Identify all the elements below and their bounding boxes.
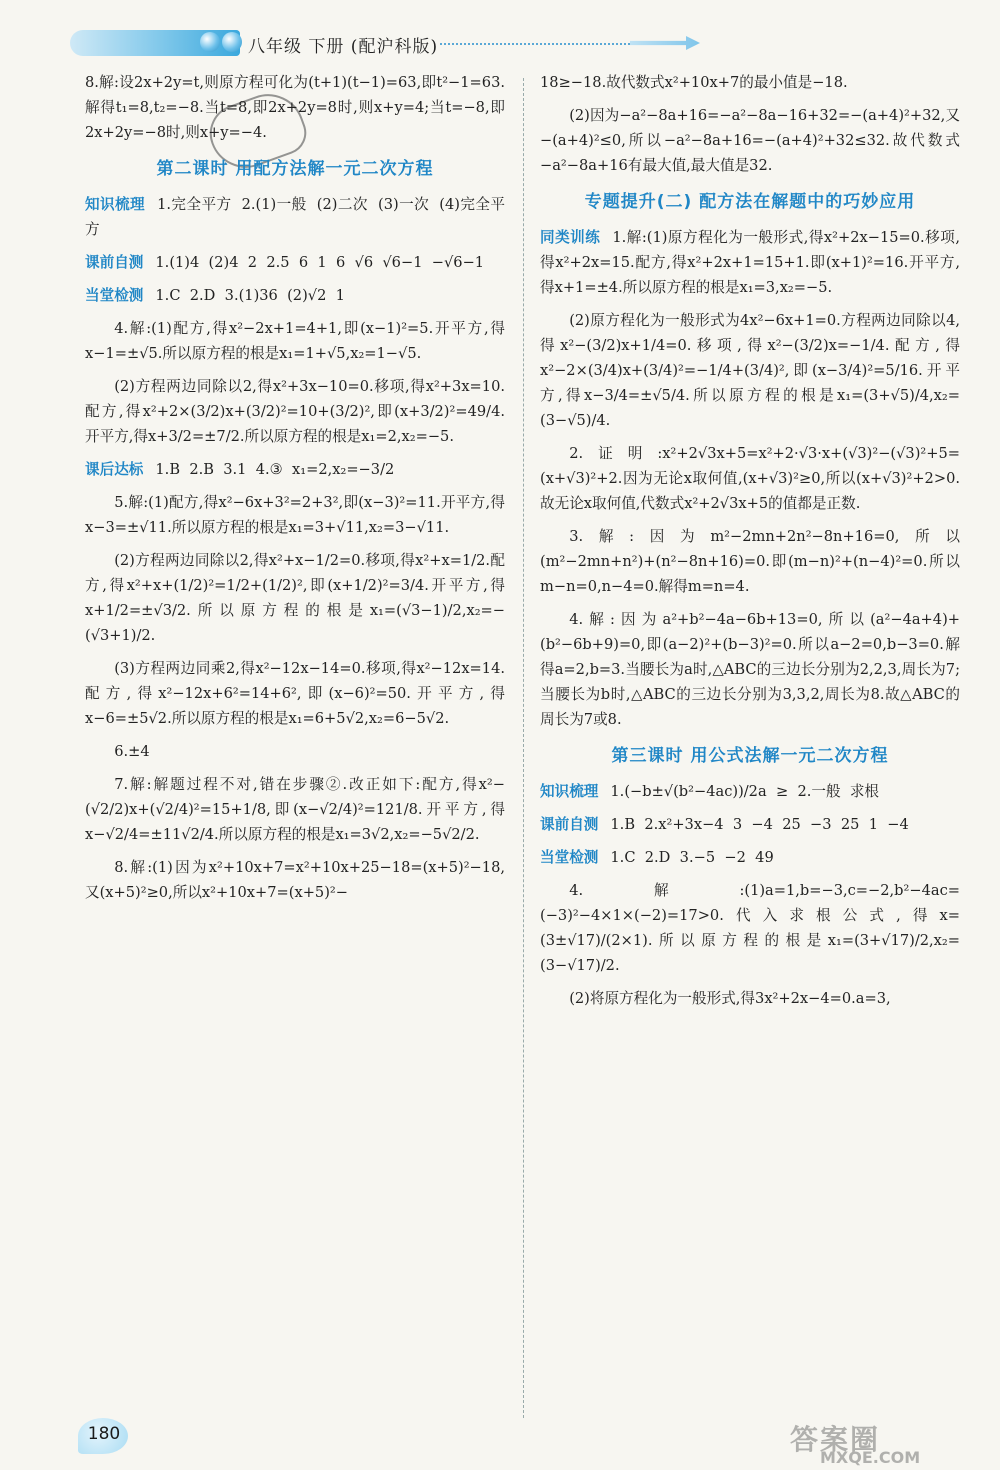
subsection-text: 1.解:(1)原方程化为一般形式,得x²+2x−15=0.移项,得x²+2x=15.配方,得x²+2x+1=15+1.即(x+1)²=16.开平方,得x+1=±4.所以原方程的根是x₁=3,x₂=−5. bbox=[540, 229, 960, 296]
subsection-block bbox=[85, 457, 505, 482]
subsection-block bbox=[540, 779, 960, 804]
subsection-text: 1.完全平方 2.(1)一般 (2)二次 (3)一次 (4)完全平方 bbox=[85, 196, 505, 238]
paragraph: 4.解:因为a²+b²−4a−6b+13=0,所以(a²−4a+4)+(b²−6b+9)=0,即(a−2)²+(b−3)²=0.所以a−2=0,b−3=0.解得a=2,b=3.当腰长为a时,△ABC的三边长分别为2,2,3,周长为7;当腰长为b时,△ABC的三边长分别为3,3,2,周长为8.故△ABC的周长为7或8. bbox=[540, 611, 960, 728]
subsection-block bbox=[540, 225, 960, 300]
subsection-text: 1.B 2.x²+3x−4 3 −4 25 −3 25 1 −4 bbox=[610, 816, 909, 833]
subsection-text: 1.B 2.B 3.1 4.③ x₁=2,x₂=−3/2 bbox=[155, 461, 395, 478]
paragraph: 5.解:(1)配方,得x²−6x+3²=2+3²,即(x−3)²=11.开平方,得x−3=±√11.所以原方程的根是x₁=3+√11,x₂=3−√11. bbox=[85, 494, 505, 536]
section-title: 第二课时 用配方法解一元二次方程 bbox=[156, 159, 434, 179]
paragraph-continued: 8.解:设2x+2y=t,则原方程可化为(t+1)(t−1)=63,即t²−1=63.解得t₁=8,t₂=−8.当t=8,即2x+2y=8时,则x+y=4;当t=−8,即2x+2y=−8时,则x+y=−4. bbox=[85, 74, 505, 141]
subsection-text: 1.(−b±√(b²−4ac))/2a ≥ 2.一般 求根 bbox=[610, 783, 880, 800]
subsection-block bbox=[540, 845, 960, 870]
paragraph: 3.解:因为m²−2mn+2n²−8n+16=0,所以(m²−2mn+n²)+(n²−8n+16)=0.即(m−n)²+(n−4)²=0.所以m−n=0,n−4=0.解得m=n=4. bbox=[540, 528, 960, 595]
subsection-label: 课后达标 bbox=[85, 461, 144, 478]
paragraph: (2)方程两边同除以2,得x²+3x−10=0.移项,得x²+3x=10.配方,得x²+2×(3/2)x+(3/2)²=10+(3/2)²,即(x+3/2)²=49/4.开平方,得x+3/2=±7/2.所以原方程的根是x₁=2,x₂=−5. bbox=[85, 378, 505, 445]
paragraph: (2)因为−a²−8a+16=−a²−8a−16+32=−(a+4)²+32,又−(a+4)²≤0,所以−a²−8a+16=−(a+4)²+32≤32.故代数式−a²−8a+16有最大值,最大值是32. bbox=[540, 107, 960, 174]
subsection-label: 课前自测 bbox=[85, 254, 144, 271]
watermark-line1: 答案圈 bbox=[790, 1423, 881, 1456]
paragraph-continued: 18≥−18.故代数式x²+10x+7的最小值是−18. bbox=[540, 74, 848, 91]
subsection-block bbox=[85, 283, 505, 308]
paragraph: 4.解:(1)配方,得x²−2x+1=4+1,即(x−1)²=5.开平方,得x−1=±√5.所以原方程的根是x₁=1+√5,x₂=1−√5. bbox=[85, 320, 505, 362]
watermark-line2: MXQE.COM bbox=[820, 1448, 921, 1467]
section-title: 专题提升(二) 配方法在解题中的巧妙应用 bbox=[584, 192, 916, 212]
section-title: 第三课时 用公式法解一元二次方程 bbox=[611, 746, 889, 766]
paragraph: 7.解:解题过程不对,错在步骤②.改正如下:配方,得x²−(√2/2)x+(√2/4)²=15+1/8,即(x−√2/4)²=121/8.开平方,得x−√2/4=±11√2/4.所以原方程的根是x₁=3√2,x₂=−5√2/2. bbox=[85, 776, 505, 843]
subsection-label: 同类训练 bbox=[540, 229, 601, 246]
subsection-label: 当堂检测 bbox=[540, 849, 599, 866]
subsection-block bbox=[540, 812, 960, 837]
header-ball-icon bbox=[222, 32, 242, 52]
subsection-label: 知识梳理 bbox=[540, 783, 599, 800]
subsection-label: 知识梳理 bbox=[85, 196, 146, 213]
page-number-badge bbox=[78, 1418, 130, 1456]
left-column bbox=[85, 70, 505, 913]
header-title: 八年级 下册 (配沪科版) bbox=[248, 37, 439, 57]
header-arrow-icon bbox=[630, 36, 700, 50]
watermark bbox=[790, 1418, 990, 1468]
paragraph: (2)方程两边同除以2,得x²+x−1/2=0.移项,得x²+x=1/2.配方,得x²+x+(1/2)²=1/2+(1/2)²,即(x+1/2)²=3/4.开平方,得x+1/2=±√3/2.所以原方程的根是x₁=(√3−1)/2,x₂=−(√3+1)/2. bbox=[85, 552, 505, 644]
right-column bbox=[540, 70, 960, 1019]
subsection-label: 当堂检测 bbox=[85, 287, 144, 304]
paragraph: 8.解:(1)因为x²+10x+7=x²+10x+25−18=(x+5)²−18,又(x+5)²≥0,所以x²+10x+7=(x+5)²− bbox=[85, 859, 505, 901]
paragraph: (3)方程两边同乘2,得x²−12x−14=0.移项,得x²−12x=14.配方,得x²−12x+6²=14+6²,即(x−6)²=50.开平方,得x−6=±5√2.所以原方程的根是x₁=6+5√2,x₂=6−5√2. bbox=[85, 660, 505, 727]
column-divider bbox=[523, 78, 524, 1418]
subsection-text: 1.(1)4 (2)4 2 2.5 6 1 6 √6 √6−1 −√6−1 bbox=[155, 254, 485, 271]
subsection-block bbox=[85, 192, 505, 242]
page-number: 180 bbox=[87, 1424, 121, 1444]
subsection-text: 1.C 2.D 3.(1)36 (2)√2 1 bbox=[155, 287, 345, 304]
header-ball-icon bbox=[200, 32, 220, 52]
paragraph: (2)原方程化为一般形式为4x²−6x+1=0.方程两边同除以4,得x²−(3/2)x+1/4=0.移项,得x²−(3/2)x=−1/4.配方,得x²−2×(3/4)x+(3/4)²=−1/4+(3/4)²,即(x−3/4)²=5/16.开平方,得x−3/4=±√5/4.所以原方程的根是x₁=(3+√5)/4,x₂=(3−√5)/4. bbox=[540, 312, 960, 429]
page-header bbox=[0, 18, 1000, 68]
paragraph: 2.证明:x²+2√3x+5=x²+2·√3·x+(√3)²−(√3)²+5=(x+√3)²+2.因为无论x取何值,(x+√3)²≥0,所以(x+√3)²+2>0.故无论x取何值,代数式x²+2√3x+5的值都是正数. bbox=[540, 445, 960, 512]
subsection-block bbox=[85, 250, 505, 275]
paragraph: 4.解:(1)a=1,b=−3,c=−2,b²−4ac=(−3)²−4×1×(−2)=17>0.代入求根公式,得x=(3±√17)/(2×1).所以原方程的根是x₁=(3+√17)/2,x₂=(3−√17)/2. bbox=[540, 882, 960, 974]
paragraph: 6.±4 bbox=[114, 743, 150, 760]
subsection-text: 1.C 2.D 3.−5 −2 49 bbox=[610, 849, 774, 866]
subsection-label: 课前自测 bbox=[540, 816, 599, 833]
header-dotted-line bbox=[440, 43, 630, 45]
paragraph: (2)将原方程化为一般形式,得3x²+2x−4=0.a=3, bbox=[569, 990, 891, 1007]
